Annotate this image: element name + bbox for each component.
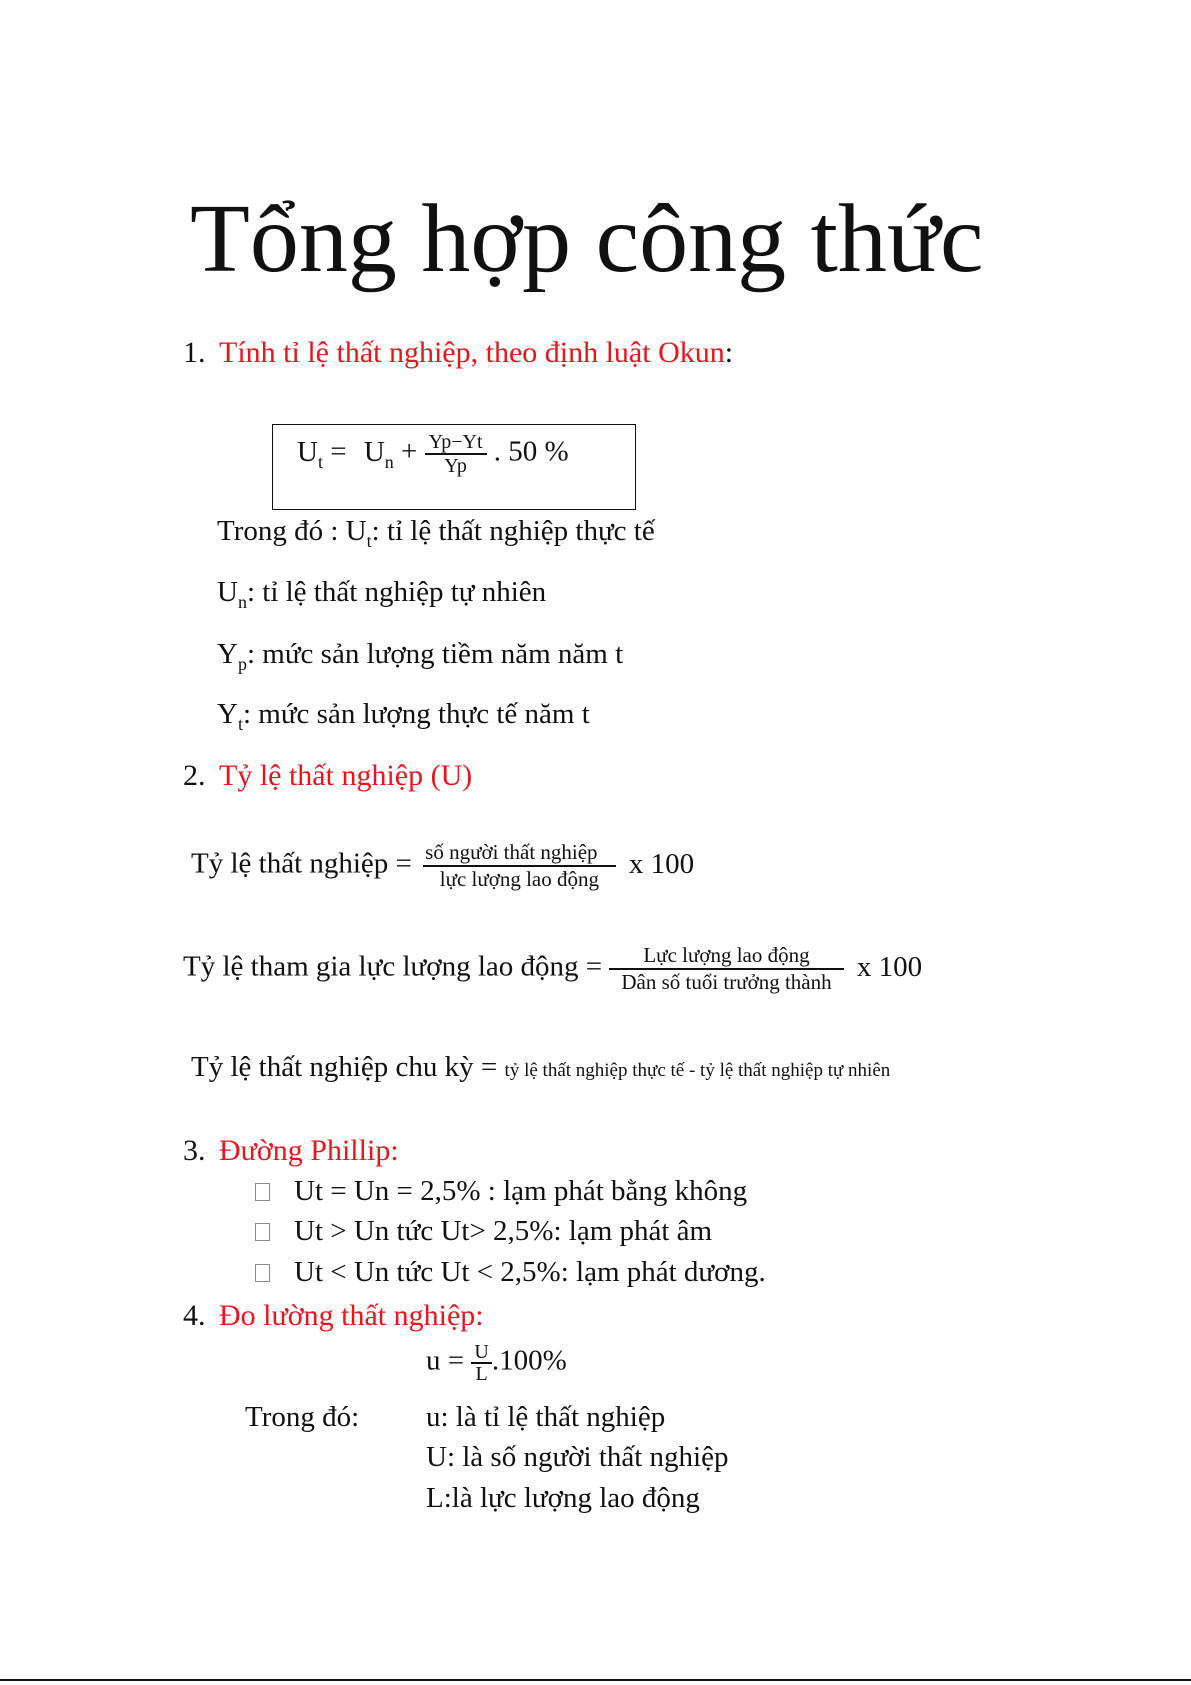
fraction-numerator: U	[471, 1342, 491, 1364]
formula-equals: =	[330, 435, 347, 468]
formula-lhs: u =	[426, 1344, 465, 1377]
formula-fraction	[609, 945, 843, 993]
section-1-number: 1.	[183, 336, 206, 369]
measurement-formula	[426, 1342, 567, 1384]
formula-fraction	[471, 1342, 491, 1384]
section-1-heading	[183, 338, 733, 368]
definition-row: L:là lực lượng lao động	[426, 1482, 700, 1514]
where-label: Trong đó :	[217, 515, 339, 547]
section-4-number: 4.	[183, 1299, 206, 1332]
square-bullet-icon	[255, 1264, 270, 1282]
unemployment-rate-formula	[191, 842, 694, 890]
fraction-numerator: Lực lượng lao động	[609, 945, 843, 970]
formula-label: Tỷ lệ thất nghiệp =	[191, 847, 412, 880]
definition-row: $Y_t$: mức sản lượng thực tế năm t	[217, 698, 590, 734]
formula-fraction	[423, 842, 615, 890]
list-item: Ut = Un = 2,5% : lạm phát bằng không	[255, 1177, 747, 1206]
formula-label: Tỷ lệ thất nghiệp chu kỳ =	[191, 1051, 498, 1083]
square-bullet-icon	[255, 1223, 270, 1241]
section-1-colon: :	[724, 336, 734, 369]
fraction-numerator: số người thất nghiệp	[423, 842, 615, 867]
fraction-denominator: L	[475, 1363, 488, 1385]
list-item: Ut < Un tức Ut < 2,5%: lạm phát dương.	[255, 1258, 766, 1287]
where-label: Trong đó:	[245, 1401, 360, 1433]
formula-label: Tỷ lệ tham gia lực lượng lao động =	[183, 950, 603, 983]
fraction-denominator: Dân số tuổi trưởng thành	[621, 970, 832, 994]
okun-fraction	[425, 432, 487, 476]
section-3-heading	[183, 1136, 399, 1166]
section-1-title: Tính tỉ lệ thất nghiệp, theo định luật Okun	[219, 336, 725, 369]
section-4-title: Đo lường thất nghiệp:	[219, 1299, 484, 1332]
section-2-number: 2.	[183, 759, 206, 792]
fraction-denominator: lực lượng lao động	[439, 867, 599, 891]
section-4-heading	[183, 1301, 484, 1331]
list-item: Ut > Un tức Ut> 2,5%: lạm phát âm	[255, 1217, 712, 1246]
okun-formula	[297, 432, 569, 476]
page-title: Tổng hợp công thức	[190, 185, 984, 293]
formula-tail: .100%	[491, 1344, 567, 1377]
definition-row: $U_n$: tỉ lệ thất nghiệp tự nhiên	[217, 576, 547, 612]
formula-un: $U_n$	[363, 435, 394, 472]
section-3-title: Đường Phillip:	[219, 1134, 399, 1167]
definition-row: U: là số người thất nghiệp	[426, 1441, 729, 1473]
section-2-title: Tỷ lệ thất nghiệp (U)	[219, 759, 473, 792]
definition-row: u: là tỉ lệ thất nghiệp	[426, 1401, 666, 1433]
formula-plus: +	[401, 435, 418, 468]
participation-rate-formula	[183, 945, 922, 993]
page-bottom-border	[0, 1679, 1191, 1681]
formula-tail: . 50 %	[493, 435, 569, 468]
section-2-heading	[183, 761, 472, 791]
section-3-number: 3.	[183, 1134, 206, 1167]
square-bullet-icon	[255, 1183, 270, 1201]
fraction-denominator: Yp	[444, 455, 467, 477]
definition-row: Trong đó : $U_t$: tỉ lệ thất nghiệp thực tế	[217, 515, 655, 551]
formula-ut: $U_t$	[297, 435, 323, 472]
fraction-numerator: Yp−Yt	[425, 432, 487, 455]
formula-text: tỷ lệ thất nghiệp thực tế - tỷ lệ thất nghiệp tự nhiên	[504, 1060, 891, 1081]
definition-row: $Y_p$: mức sản lượng tiềm năm năm t	[217, 638, 624, 674]
formula-tail: x 100	[628, 847, 695, 880]
cyclical-unemployment-formula	[191, 1053, 890, 1082]
formula-tail: x 100	[856, 950, 923, 983]
